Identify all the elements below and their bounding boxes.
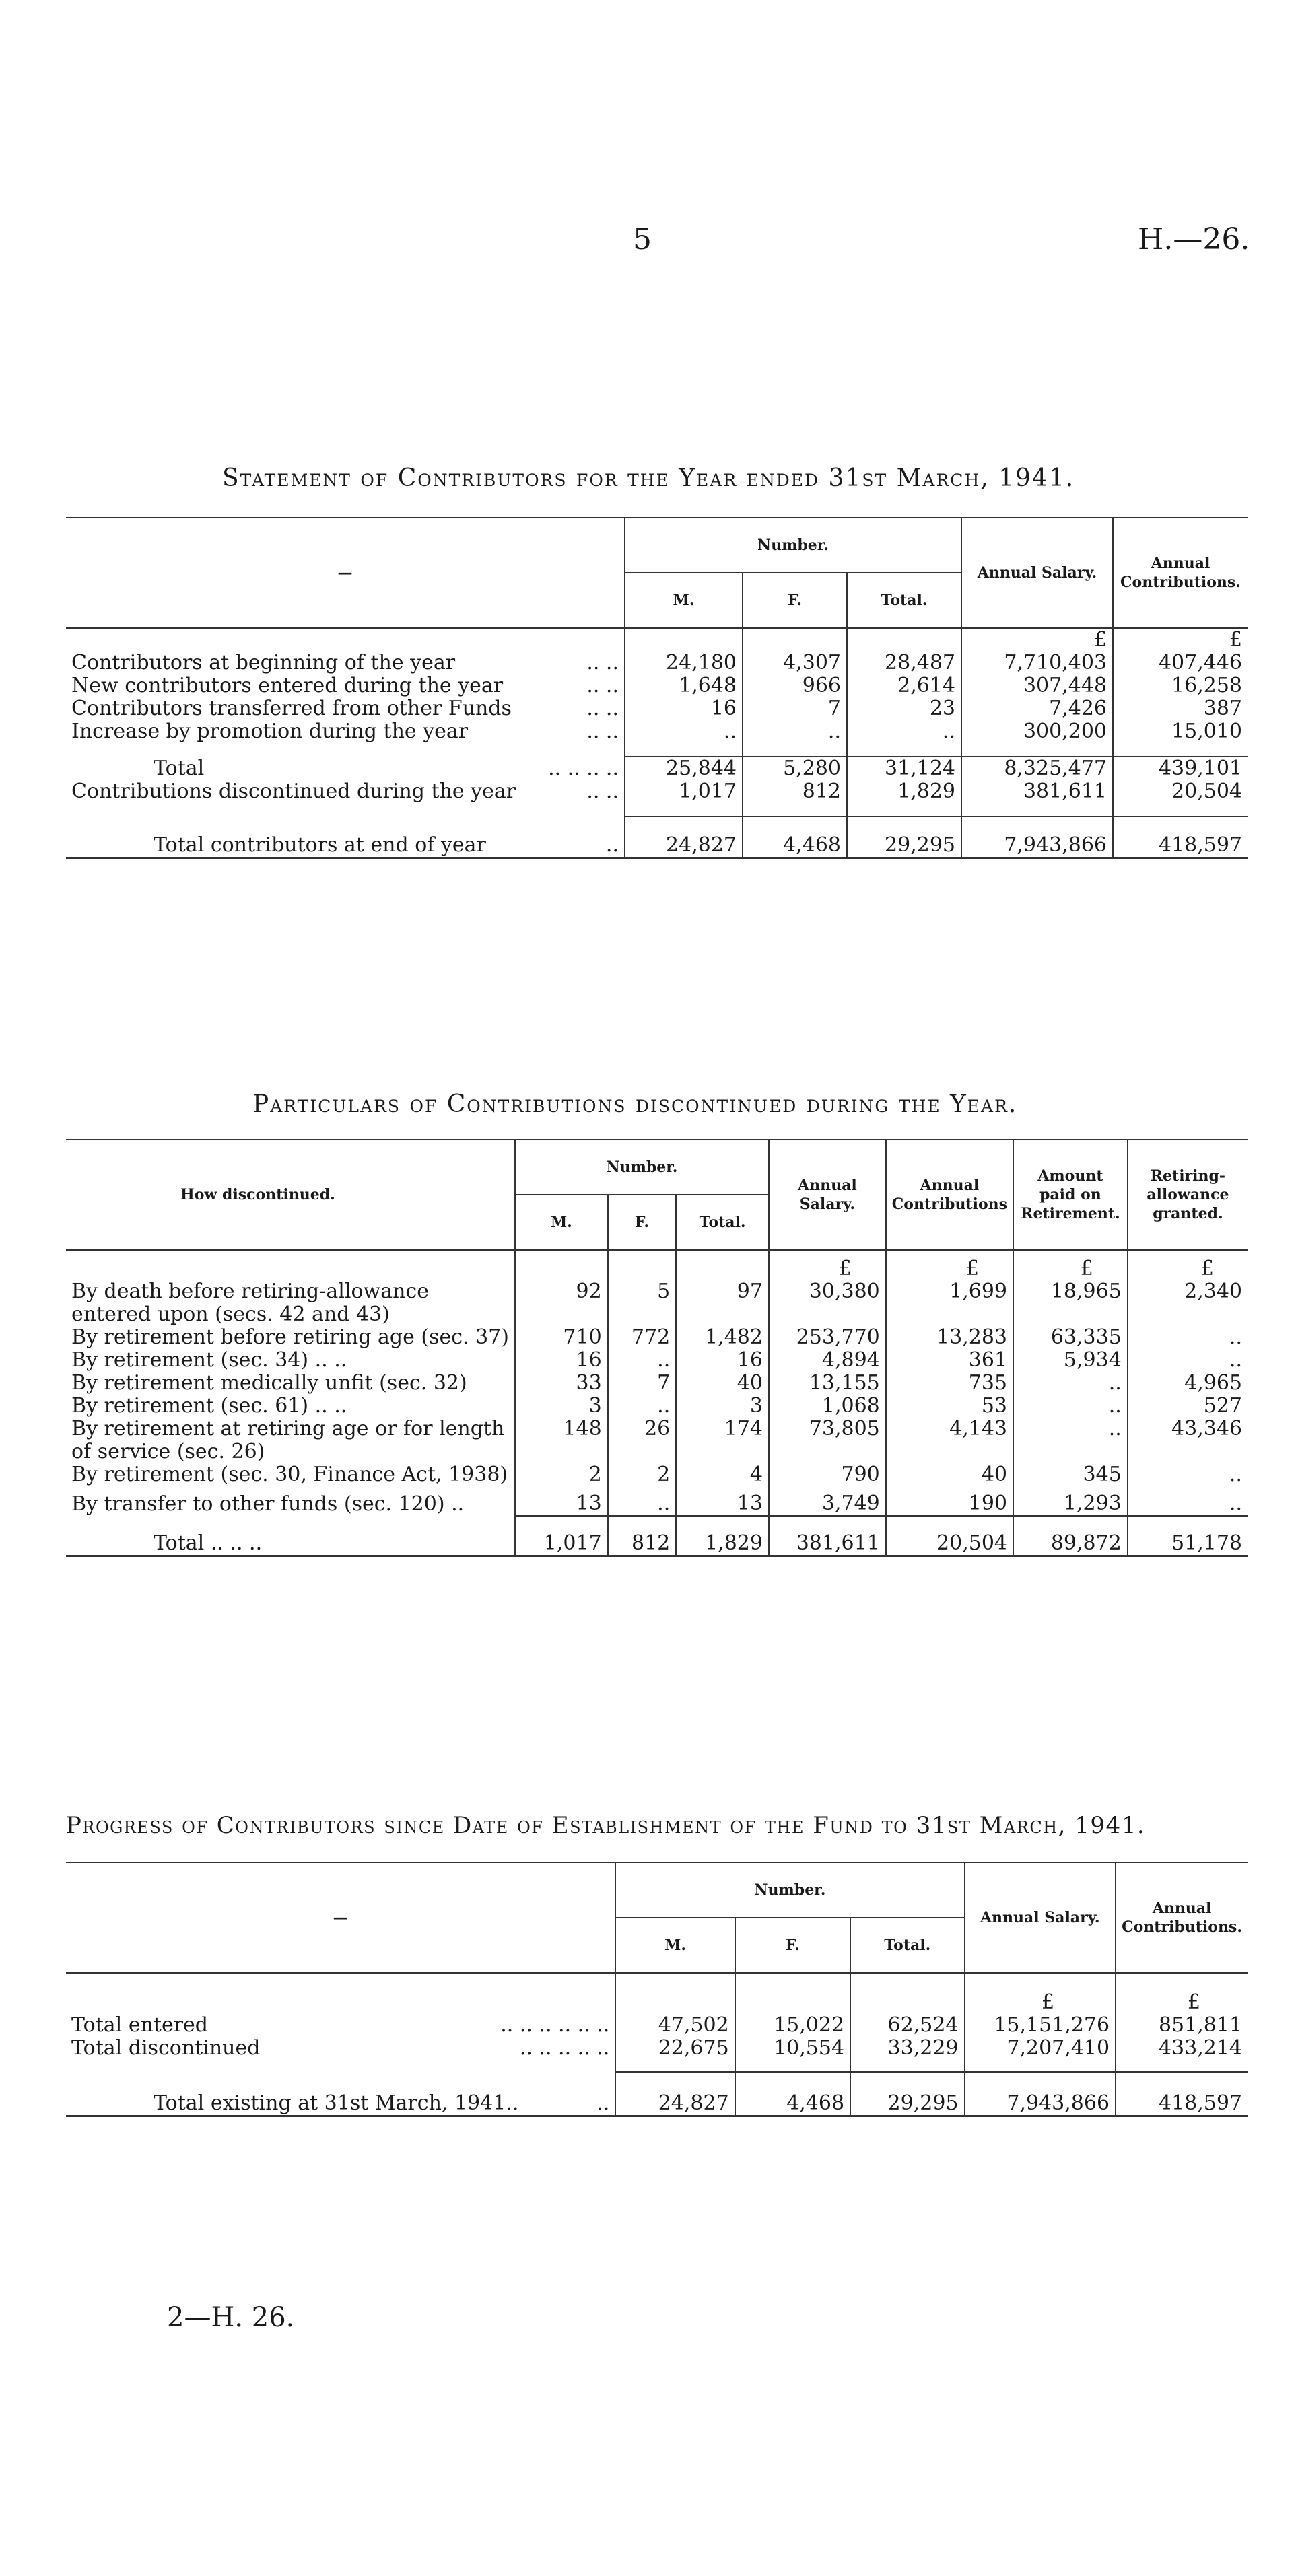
page-number: 5 [633,222,652,256]
table1-header-total: Total. [847,573,961,628]
cell-salary: 7,943,866 [961,816,1113,858]
cell-paid: 89,872 [1013,1516,1128,1556]
cell-salary: 73,805 [769,1418,886,1463]
cell-m: 24,180 [625,652,743,674]
cell-salary: 7,943,866 [965,2072,1116,2116]
cell-m: 3 [515,1395,608,1418]
leader-dots: .. .. .. .. [548,757,619,780]
cell-m: 22,675 [615,2037,735,2060]
cell-paid: .. [1013,1418,1128,1463]
row-label: Total contributors at end of year [154,833,486,857]
table-row [66,2037,1248,2060]
cell-contrib: 439,101 [1113,757,1248,780]
cell-total: 31,124 [847,757,961,780]
table-row [66,1463,1248,1486]
leader-dots: .. .. .. .. .. [519,2036,610,2060]
cell-f: 7 [743,697,847,720]
cell-m: 25,844 [625,757,743,780]
table-row [66,2014,1248,2037]
row-label: New contributors entered during the year [71,674,504,697]
table-row [66,780,1248,803]
cell-total: 1,482 [676,1326,769,1349]
table2-currency-retiring: £ [1128,1250,1248,1280]
cell-paid: .. [1013,1395,1128,1418]
cell-total: 1,829 [676,1516,769,1556]
cell-m: 24,827 [615,2072,735,2116]
cell-contrib: 15,010 [1113,720,1248,743]
cell-retiring: 51,178 [1128,1516,1248,1556]
table2-header-number: Number. [515,1140,769,1195]
table2-header-how: How discontinued. [66,1140,515,1250]
cell-f: 5 [608,1280,677,1326]
cell-contrib: 735 [886,1372,1013,1395]
cell-paid: 345 [1013,1463,1128,1486]
leader-dots: .. [596,2091,610,2115]
cell-paid: 1,293 [1013,1486,1128,1516]
cell-total: 1,829 [847,780,961,803]
table-row [66,674,1248,697]
cell-f: 4,468 [743,816,847,858]
table2-header-paid: Amount paid on Retirement. [1013,1140,1128,1250]
table1-header-m: M. [625,573,743,628]
cell-salary: 1,068 [769,1395,886,1418]
table1-header-number: Number. [625,518,961,573]
leader-dots: .. .. [586,674,619,697]
row-label: Contributors at beginning of the year [71,651,456,674]
table-row [66,1372,1248,1395]
cell-total: 29,295 [850,2072,964,2116]
cell-paid: 5,934 [1013,1349,1128,1372]
table-row [66,720,1248,743]
table3-contributors-progress [66,1862,1248,2117]
cell-paid: .. [1013,1372,1128,1395]
cell-f: 812 [743,780,847,803]
table3-header-salary: Annual Salary. [965,1863,1116,1973]
cell-total: 2,614 [847,674,961,697]
cell-contrib: 20,504 [1113,780,1248,803]
cell-salary: 15,151,276 [965,2014,1116,2037]
cell-salary: 13,155 [769,1372,886,1395]
cell-salary: 8,325,477 [961,757,1113,780]
footer-reference: 2—H. 26. [167,2302,295,2333]
cell-contrib: 190 [886,1486,1013,1516]
cell-m: 24,827 [625,816,743,858]
cell-m: 33 [515,1372,608,1395]
cell-f: .. [743,720,847,743]
table1-header-f: F. [743,573,847,628]
cell-f: 10,554 [735,2037,850,2060]
cell-contrib: 53 [886,1395,1013,1418]
document-reference: H.—26. [1138,222,1250,256]
cell-retiring: 527 [1128,1395,1248,1418]
cell-total: 4 [676,1463,769,1486]
table-row-total [66,757,1248,780]
cell-f: 7 [608,1372,677,1395]
cell-contrib: 851,811 [1116,2014,1248,2037]
table3-header-contributions: Annual Contributions. [1116,1863,1248,1973]
cell-retiring: .. [1128,1463,1248,1486]
cell-total: 13 [676,1486,769,1516]
cell-f: 26 [608,1418,677,1463]
table3-header-m: M. [615,1918,735,1973]
cell-total: 174 [676,1418,769,1463]
table-row [66,1349,1248,1372]
cell-retiring: 43,346 [1128,1418,1248,1463]
row-label: By retirement (sec. 30, Finance Act, 1938) [71,1463,508,1486]
cell-f: 772 [608,1326,677,1349]
table-row [66,1418,1248,1463]
cell-contrib: 387 [1113,697,1248,720]
row-label: By retirement (sec. 61) .. .. [71,1394,347,1418]
table2-header-contributions: Annual Contributions [886,1140,1013,1250]
leader-dots: .. .. [586,720,619,743]
table2-header-m: M. [515,1195,608,1250]
table2-header-salary: Annual Salary. [769,1140,886,1250]
cell-salary: 30,380 [769,1280,886,1326]
table2-title: Particulars of Contributions discontinued during the Year. [252,1090,1018,1118]
leader-dots: .. .. .. .. .. .. [500,2013,610,2037]
cell-salary: 790 [769,1463,886,1486]
table-row-end [66,816,1248,858]
leader-dots: .. [605,833,619,857]
row-label: By transfer to other funds (sec. 120) .. [71,1492,465,1516]
cell-contrib: 4,143 [886,1418,1013,1463]
cell-retiring: 2,340 [1128,1280,1248,1326]
cell-salary: 7,207,410 [965,2037,1116,2060]
table3-title: Progress of Contributors since Date of Establishment of the Fund to 31st March, 1941. [66,1812,1146,1839]
cell-salary: 7,426 [961,697,1113,720]
cell-m: 1,017 [515,1516,608,1556]
cell-m: 1,648 [625,674,743,697]
row-label: Contributions discontinued during the year [71,779,516,803]
cell-m: 16 [515,1349,608,1372]
cell-contrib: 1,699 [886,1280,1013,1326]
cell-salary: 307,448 [961,674,1113,697]
row-label: Total discontinued [71,2036,261,2060]
cell-total: 28,487 [847,652,961,674]
cell-salary: 4,894 [769,1349,886,1372]
cell-m: 148 [515,1418,608,1463]
table-row-end [66,2072,1248,2116]
cell-f: .. [608,1349,677,1372]
table-row [66,1280,1248,1326]
leader-dots: .. .. [586,779,619,803]
cell-contrib: 13,283 [886,1326,1013,1349]
cell-contrib: 418,597 [1113,816,1248,858]
cell-total: 33,229 [850,2037,964,2060]
table3-currency-contrib: £ [1116,1973,1248,2014]
cell-m: 47,502 [615,2014,735,2037]
table3-header-number: Number. [615,1863,964,1918]
cell-total: .. [847,720,961,743]
cell-total: 40 [676,1372,769,1395]
cell-contrib: 418,597 [1116,2072,1248,2116]
row-label: Total existing at 31st March, 1941.. [154,2091,519,2115]
table-row [66,1395,1248,1418]
cell-retiring: .. [1128,1326,1248,1349]
cell-f: 4,468 [735,2072,850,2116]
cell-f: 4,307 [743,652,847,674]
cell-m: 13 [515,1486,608,1516]
cell-m: 2 [515,1463,608,1486]
cell-m: 1,017 [625,780,743,803]
cell-f: 812 [608,1516,677,1556]
cell-total: 3 [676,1395,769,1418]
cell-f: .. [608,1395,677,1418]
table2-header-f: F. [608,1195,677,1250]
row-label: Total [154,757,205,780]
table2-currency-contrib: £ [886,1250,1013,1280]
row-label: Increase by promotion during the year [71,720,469,743]
row-label: Total .. .. .. [66,1516,515,1556]
cell-m: 92 [515,1280,608,1326]
cell-f: 15,022 [735,2014,850,2037]
table1-title: Statement of Contributors for the Year ended 31st March, 1941. [222,464,1075,492]
row-label: By retirement before retiring age (sec. 37) [71,1325,509,1349]
cell-contrib: 20,504 [886,1516,1013,1556]
table2-discontinued-particulars [66,1139,1248,1557]
table1-header-salary: Annual Salary. [961,518,1113,628]
table1-header-blank: — [66,518,625,628]
table-row-total [66,1516,1248,1556]
cell-salary: 300,200 [961,720,1113,743]
cell-m: .. [625,720,743,743]
cell-retiring: 4,965 [1128,1372,1248,1395]
cell-f: 5,280 [743,757,847,780]
row-label: By retirement medically unfit (sec. 32) [71,1371,467,1395]
table3-header-f: F. [735,1918,850,1973]
cell-m: 710 [515,1326,608,1349]
cell-contrib: 40 [886,1463,1013,1486]
row-label: Contributors transferred from other Funds [71,697,512,720]
table-row [66,652,1248,674]
table2-currency-paid: £ [1013,1250,1128,1280]
cell-retiring: .. [1128,1486,1248,1516]
row-label: By retirement (sec. 34) .. .. [71,1348,347,1372]
table1-contributors-statement [66,517,1248,859]
cell-f: 966 [743,674,847,697]
table3-currency-salary: £ [965,1973,1116,2014]
cell-salary: 7,710,403 [961,652,1113,674]
row-label: By death before retiring-allowance entered upon (secs. 42 and 43) [71,1280,429,1326]
cell-salary: 381,611 [961,780,1113,803]
cell-m: 16 [625,697,743,720]
cell-salary: 3,749 [769,1486,886,1516]
cell-total: 97 [676,1280,769,1326]
cell-contrib: 16,258 [1113,674,1248,697]
cell-f: 2 [608,1463,677,1486]
cell-total: 62,524 [850,2014,964,2037]
cell-total: 29,295 [847,816,961,858]
table-row [66,1486,1248,1516]
cell-f: .. [608,1486,677,1516]
cell-total: 16 [676,1349,769,1372]
cell-salary: 253,770 [769,1326,886,1349]
leader-dots: .. .. [586,651,619,674]
table2-currency-salary: £ [769,1250,886,1280]
cell-paid: 63,335 [1013,1326,1128,1349]
cell-contrib: 361 [886,1349,1013,1372]
table3-header-blank: — [66,1863,615,1973]
table2-header-total: Total. [676,1195,769,1250]
cell-retiring: .. [1128,1349,1248,1372]
cell-salary: 381,611 [769,1516,886,1556]
table1-currency-salary: £ [961,628,1113,652]
cell-contrib: 433,214 [1116,2037,1248,2060]
table1-currency-contrib: £ [1113,628,1248,652]
table3-header-total: Total. [850,1918,964,1973]
table1-header-contributions: Annual Contributions. [1113,518,1248,628]
row-label: By retirement at retiring age or for length of service (sec. 26) [71,1417,505,1463]
cell-paid: 18,965 [1013,1280,1128,1326]
leader-dots: .. .. [586,697,619,720]
cell-contrib: 407,446 [1113,652,1248,674]
table-row [66,697,1248,720]
table2-header-retiring: Retiring-allowance granted. [1128,1140,1248,1250]
table-row [66,1326,1248,1349]
cell-total: 23 [847,697,961,720]
row-label: Total entered [71,2013,208,2037]
